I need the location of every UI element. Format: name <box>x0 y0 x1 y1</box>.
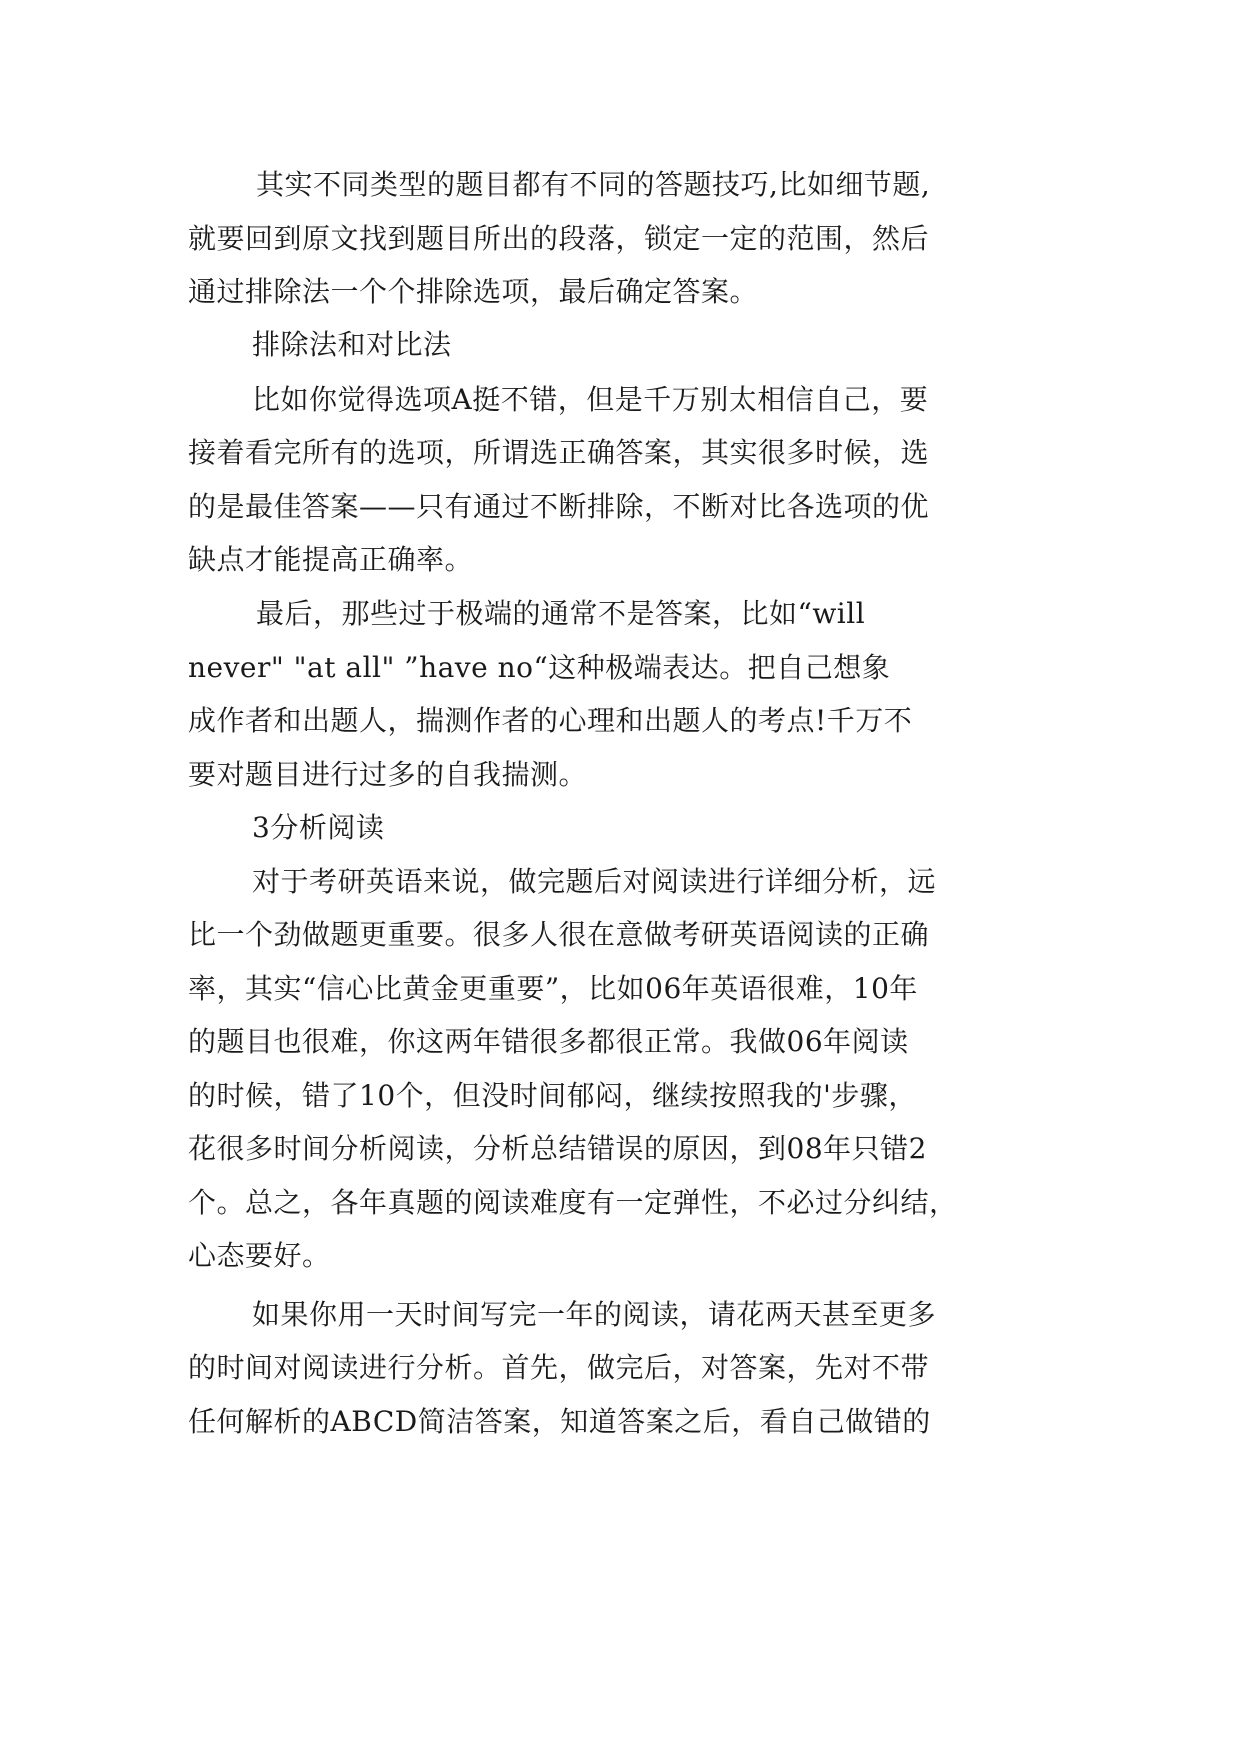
paragraph-line: 的是最佳答案——只有通过不断排除，不断对比各选项的优 <box>188 490 930 523</box>
paragraph-line: 其实不同类型的题目都有不同的答题技巧,比如细节题, <box>256 168 931 201</box>
paragraph-line: 个。总之，各年真题的阅读难度有一定弹性，不必过分纠结， <box>188 1186 958 1219</box>
paragraph-line: 成作者和出题人，揣测作者的心理和出题人的考点!千万不 <box>188 704 913 737</box>
paragraph-line: 对于考研英语来说，做完题后对阅读进行详细分析，远 <box>252 865 937 898</box>
paragraph-line: 率，其实“信心比黄金更重要”，比如06年英语很难，10年 <box>188 972 918 1005</box>
paragraph-line: 花很多时间分析阅读，分析总结错误的原因，到08年只错2 <box>188 1132 927 1165</box>
paragraph-line: never" "at all" ”have no“这种极端表达。把自己想象 <box>188 651 891 684</box>
paragraph-line: 心态要好。 <box>188 1239 331 1272</box>
paragraph-line: 缺点才能提高正确率。 <box>188 543 474 576</box>
paragraph-line: 比如你觉得选项A挺不错，但是千万别太相信自己，要 <box>252 383 929 416</box>
paragraph-line: 的时候，错了10个，但没时间郁闷，继续按照我的'步骤， <box>188 1079 917 1112</box>
paragraph-line: 要对题目进行过多的自我揣测。 <box>188 758 588 791</box>
paragraph-line: 就要回到原文找到题目所出的段落，锁定一定的范围，然后 <box>188 222 930 255</box>
section-heading: 3分析阅读 <box>252 811 385 844</box>
paragraph-line: 的题目也很难，你这两年错很多都很正常。我做06年阅读 <box>188 1025 909 1058</box>
paragraph-line: 最后，那些过于极端的通常不是答案，比如“will <box>256 597 866 630</box>
paragraph-line: 的时间对阅读进行分析。首先，做完后，对答案，先对不带 <box>188 1351 930 1384</box>
paragraph-line: 接着看完所有的选项，所谓选正确答案，其实很多时候，选 <box>188 436 930 469</box>
paragraph-line: 如果你用一天时间写完一年的阅读，请花两天甚至更多 <box>252 1298 937 1331</box>
paragraph-line: 比一个劲做题更重要。很多人很在意做考研英语阅读的正确 <box>188 918 930 951</box>
section-heading: 排除法和对比法 <box>252 328 452 361</box>
paragraph-line: 任何解析的ABCD简洁答案，知道答案之后，看自己做错的 <box>188 1405 931 1438</box>
paragraph-line: 通过排除法一个个排除选项，最后确定答案。 <box>188 275 759 308</box>
